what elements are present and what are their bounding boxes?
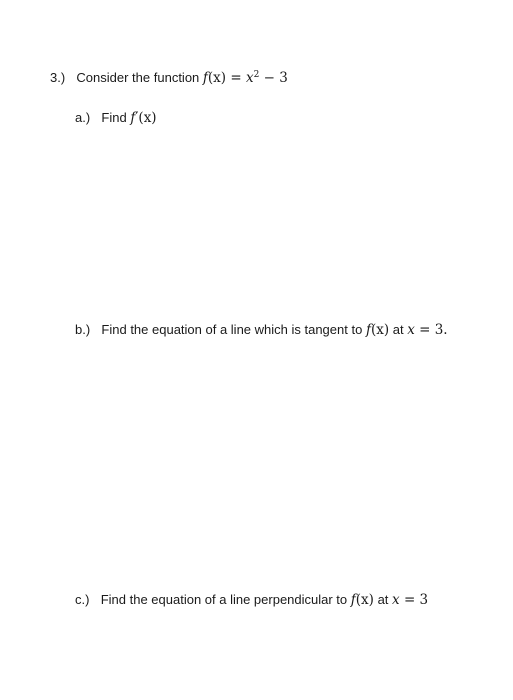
part-c-function: f(x): [350, 592, 374, 608]
part-b-at: at: [392, 322, 404, 337]
function-expression: $f(x) = x^2 - 3$: [202, 70, 288, 86]
part-a-text: Find: [101, 110, 127, 125]
part-b-function: f(x): [365, 322, 390, 338]
part-b: [75, 322, 448, 338]
part-c-text: Find the equation of a line perpendicular to: [100, 592, 348, 607]
part-a: [75, 110, 157, 126]
question-prompt: Consider the function: [76, 70, 200, 85]
derivative-expression: f′(x): [130, 110, 157, 126]
part-b-label: b.): [75, 322, 91, 337]
part-b-point: x = 3.: [407, 322, 448, 338]
part-c-label: c.): [75, 592, 90, 607]
part-b-text: Find the equation of a line which is tangent to: [101, 322, 363, 337]
part-a-label: a.): [75, 110, 91, 125]
question-3: [50, 70, 288, 86]
question-number: 3.): [50, 70, 66, 85]
part-c-point: x = 3: [392, 592, 429, 608]
part-c: [75, 592, 428, 608]
part-c-at: at: [377, 592, 389, 607]
